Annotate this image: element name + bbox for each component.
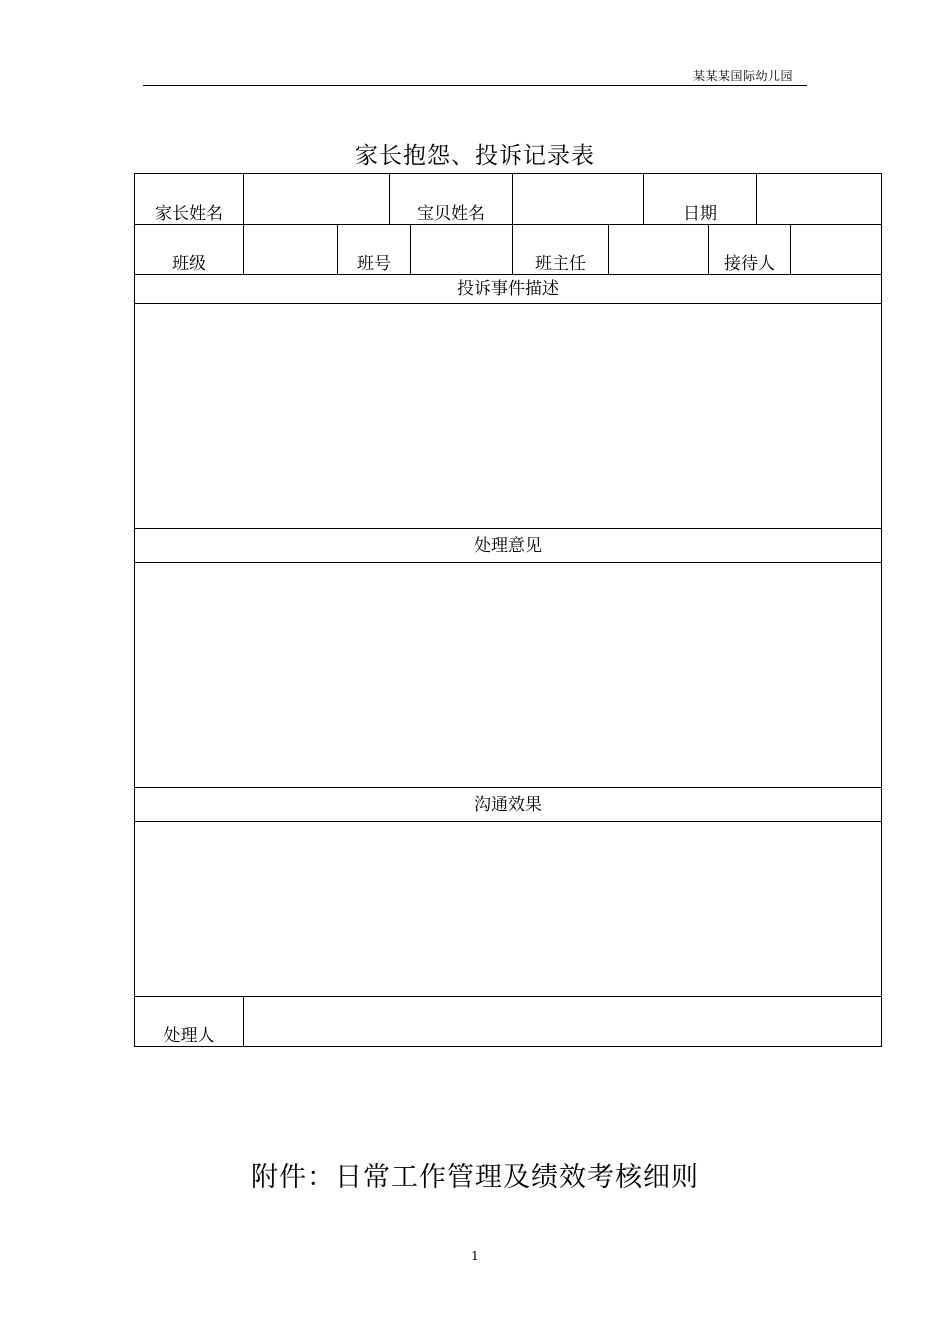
complaint-record-form bbox=[135, 174, 882, 1047]
complaint-description-header: 投诉事件描述 bbox=[134, 274, 882, 304]
handler-field[interactable] bbox=[243, 996, 882, 1047]
communication-effect-header: 沟通效果 bbox=[134, 787, 882, 822]
header-org-name: 某某某国际幼儿园 bbox=[693, 69, 794, 83]
child-name-field[interactable] bbox=[512, 173, 644, 225]
class-no-field[interactable] bbox=[410, 224, 513, 275]
class-label: 班级 bbox=[134, 224, 244, 275]
form-title: 家长抱怨、投诉记录表 bbox=[355, 143, 595, 169]
appendix-title: 附件：日常工作管理及绩效考核细则 bbox=[251, 1162, 699, 1193]
header-rule bbox=[143, 85, 807, 86]
handling-opinion-header: 处理意见 bbox=[134, 528, 882, 563]
date-field[interactable] bbox=[756, 173, 882, 225]
head-teacher-label: 班主任 bbox=[512, 224, 609, 275]
child-name-label: 宝贝姓名 bbox=[389, 173, 513, 225]
head-teacher-field[interactable] bbox=[608, 224, 709, 275]
handling-opinion-area[interactable] bbox=[134, 562, 882, 788]
parent-name-field[interactable] bbox=[243, 173, 390, 225]
parent-name-label: 家长姓名 bbox=[134, 173, 244, 225]
class-no-label: 班号 bbox=[337, 224, 411, 275]
receiver-label: 接待人 bbox=[708, 224, 791, 275]
page-number: 1 bbox=[471, 1249, 479, 1263]
date-label: 日期 bbox=[643, 173, 757, 225]
receiver-field[interactable] bbox=[790, 224, 882, 275]
complaint-description-area[interactable] bbox=[134, 303, 882, 529]
communication-effect-area[interactable] bbox=[134, 821, 882, 997]
handler-label: 处理人 bbox=[134, 996, 244, 1047]
class-field[interactable] bbox=[243, 224, 338, 275]
